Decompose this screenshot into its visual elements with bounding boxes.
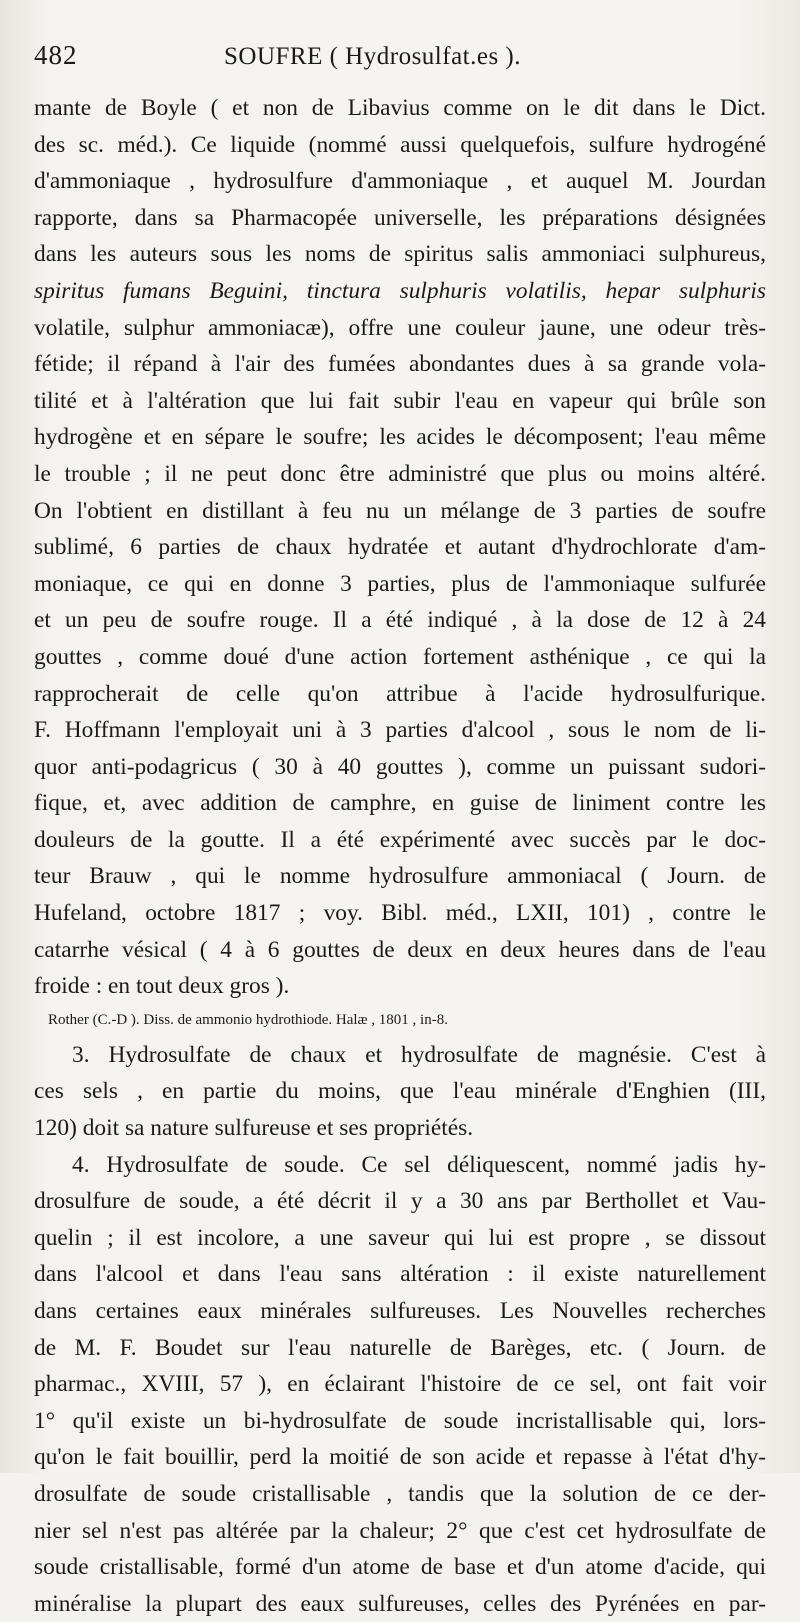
bibliography-reference: Rother (C.-D ). Diss. de ammonio hydrothiode. Halæ , 1801 , in-8. xyxy=(48,1011,448,1028)
text-line: catarrhe vésical ( 4 à 6 gouttes de deux en deux heures dans de l'eau xyxy=(34,936,766,963)
page-header xyxy=(34,40,766,90)
text-line: mante de Boyle ( et non de Libavius comme on le dit dans le Dict. xyxy=(34,95,766,121)
text-line: de M. F. Boudet sur l'eau naturelle de Barèges, etc. ( Journ. de xyxy=(34,1334,766,1361)
text-line: On l'obtient en distillant à feu nu un mélange de 3 parties de soufre xyxy=(34,497,766,524)
text-line: fique, et, avec addition de camphre, en guise de liniment contre les xyxy=(34,790,766,817)
text-line: drosulfate de soude cristallisable , tandis que la solution de ce der- xyxy=(34,1480,766,1507)
text-line: quelin ; il est incolore, a une saveur qui lui est propre , se dissout xyxy=(34,1224,766,1251)
text-line: froide : en tout deux gros ). xyxy=(34,973,290,1000)
text-line: hydrogène et en sépare le soufre; les acides le décomposent; l'eau même xyxy=(34,424,766,451)
text-line: 3. Hydrosulfate de chaux et hydrosulfate de magnésie. C'est à xyxy=(72,1041,766,1068)
text-line: dans l'alcool et dans l'eau sans altération : il existe naturellement xyxy=(34,1261,766,1288)
text-line: rapporte, dans sa Pharmacopée universelle, les préparations désignées xyxy=(34,204,766,231)
text-line: spiritus fumans Beguini, tinctura sulphuris volatilis, hepar sulphuris xyxy=(34,277,766,304)
text-line: dans les auteurs sous les noms de spiritus salis ammoniaci sulphureus, xyxy=(34,241,766,268)
text-line: teur Brauw , qui le nomme hydrosulfure ammoniacal ( Journ. de xyxy=(34,863,766,890)
paragraph-sodium-hydrosulfate xyxy=(34,1147,766,1622)
text-line: douleurs de la goutte. Il a été expérimenté avec succès par le doc- xyxy=(34,826,766,853)
text-line: moniaque, ce qui en donne 3 parties, plus de l'ammoniaque sulfurée xyxy=(34,570,766,597)
paragraph-calcium-magnesium-hydrosulfate xyxy=(34,1037,766,1147)
text-line: fétide; il répand à l'air des fumées abondantes dues à sa grande vola- xyxy=(34,351,766,378)
text-line: nier sel n'est pas altérée par la chaleur; 2° que c'est cet hydrosulfate de xyxy=(34,1517,766,1544)
text-line: d'ammoniaque , hydrosulfure d'ammoniaque , et auquel M. Jourdan xyxy=(34,168,766,195)
text-line: tilité et à l'altération que lui fait subir l'eau en vapeur qui brûle son xyxy=(34,387,766,414)
book-page xyxy=(34,40,766,1622)
running-title: SOUFRE ( Hydrosulfat.es ). xyxy=(224,43,522,70)
text-line: sublimé, 6 parties de chaux hydratée et autant d'hydrochlorate d'am- xyxy=(34,534,766,561)
text-line: des sc. méd.). Ce liquide (nommé aussi quelquefois, sulfure hydrogéné xyxy=(34,131,766,158)
text-line: le trouble ; il ne peut donc être administré que plus ou moins altéré. xyxy=(34,460,766,487)
text-line: drosulfure de soude, a été décrit il y a 30 ans par Berthollet et Vau- xyxy=(34,1188,766,1215)
text-line: qu'on le fait bouillir, perd la moitié de son acide et repasse à l'état d'hy- xyxy=(34,1444,766,1471)
text-line: volatile, sulphur ammoniacæ), offre une couleur jaune, une odeur très- xyxy=(34,314,766,341)
page-number: 482 xyxy=(34,40,78,70)
text-line: F. Hoffmann l'employait uni à 3 parties d'alcool , sous le nom de li- xyxy=(34,717,766,744)
text-line: soude cristallisable, formé d'un atome de base et d'un atome d'acide, qui xyxy=(34,1554,766,1581)
text-line: pharmac., XVIII, 57 ), en éclairant l'histoire de ce sel, ont fait voir xyxy=(34,1371,766,1398)
text-line: ces sels , en partie du moins, que l'eau minérale d'Enghien (III, xyxy=(34,1078,766,1105)
text-line: minéralise la plupart des eaux sulfureuses, celles des Pyrénées en par- xyxy=(34,1590,766,1617)
text-line: 1° qu'il existe un bi-hydrosulfate de soude incristallisable qui, lors- xyxy=(34,1407,766,1434)
text-line: 120) doit sa nature sulfureuse et ses propriétés. xyxy=(34,1115,474,1142)
text-line: gouttes , comme doué d'une action fortement asthénique , ce qui la xyxy=(34,643,766,670)
text-line: rapprocherait de celle qu'on attribue à l'acide hydrosulfurique. xyxy=(34,680,766,707)
text-line: 4. Hydrosulfate de soude. Ce sel déliquescent, nommé jadis hy- xyxy=(72,1151,766,1178)
text-line: et un peu de soufre rouge. Il a été indiqué , à la dose de 12 à 24 xyxy=(34,607,766,634)
text-line: Hufeland, octobre 1817 ; voy. Bibl. méd., LXII, 101) , contre le xyxy=(34,900,766,927)
paragraph-ammonium-hydrosulfate xyxy=(34,90,766,1005)
text-line: dans certaines eaux minérales sulfureuses. Les Nouvelles recherches xyxy=(34,1298,766,1324)
text-line: quor anti-podagricus ( 30 à 40 gouttes ), comme un puissant sudori- xyxy=(34,753,766,780)
